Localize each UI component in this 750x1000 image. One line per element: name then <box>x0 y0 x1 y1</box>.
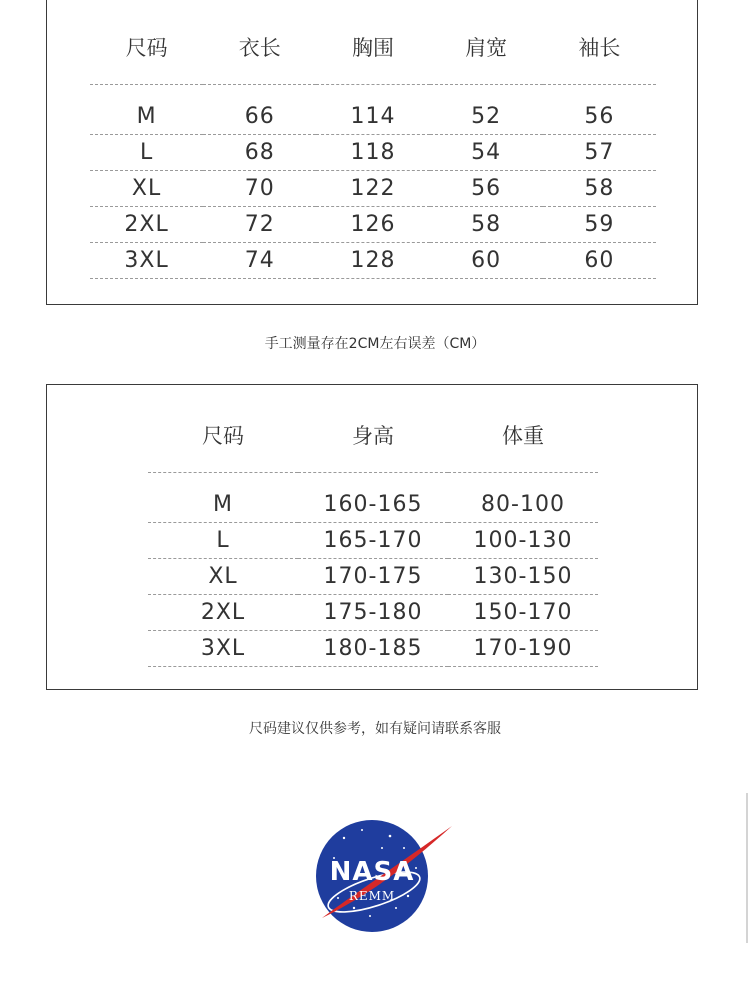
cell-shoulder: 54 <box>430 135 543 171</box>
cell-size: 2XL <box>90 207 203 243</box>
cell-height: 170-175 <box>298 559 448 595</box>
header-size: 尺码 <box>90 10 203 85</box>
cell-length: 72 <box>203 207 316 243</box>
cell-weight: 80-100 <box>448 487 598 523</box>
cell-chest: 122 <box>316 171 429 207</box>
cell-chest: 118 <box>316 135 429 171</box>
cell-shoulder: 52 <box>430 99 543 135</box>
cell-height: 175-180 <box>298 595 448 631</box>
cell-length: 66 <box>203 99 316 135</box>
cell-weight: 150-170 <box>448 595 598 631</box>
table-row <box>90 207 656 243</box>
cell-shoulder: 58 <box>430 207 543 243</box>
cell-size: 3XL <box>148 631 298 667</box>
table-row <box>90 99 656 135</box>
cell-shoulder: 60 <box>430 243 543 279</box>
table-row <box>90 135 656 171</box>
cell-shoulder: 56 <box>430 171 543 207</box>
logo-subtext: REMM <box>348 889 396 903</box>
cell-height: 160-165 <box>298 487 448 523</box>
cell-chest: 126 <box>316 207 429 243</box>
table-row <box>148 523 598 559</box>
table-row <box>148 595 598 631</box>
cell-size: M <box>90 99 203 135</box>
logo-graphic <box>304 808 454 948</box>
table-row <box>148 559 598 595</box>
edge-divider <box>746 793 748 943</box>
header-weight: 体重 <box>448 398 598 473</box>
header-size: 尺码 <box>148 398 298 473</box>
cell-weight: 130-150 <box>448 559 598 595</box>
table-spacer <box>90 85 656 100</box>
header-shoulder: 肩宽 <box>430 10 543 85</box>
fit-chart-table <box>148 398 598 667</box>
table-spacer <box>148 473 598 488</box>
cell-chest: 114 <box>316 99 429 135</box>
table-row <box>90 243 656 279</box>
table-row <box>148 487 598 523</box>
header-length: 衣长 <box>203 10 316 85</box>
cell-weight: 170-190 <box>448 631 598 667</box>
header-sleeve: 袖长 <box>543 10 656 85</box>
cell-sleeve: 57 <box>543 135 656 171</box>
nasa-meatball-logo-icon <box>304 808 454 948</box>
cell-size: M <box>148 487 298 523</box>
cell-size: L <box>90 135 203 171</box>
cell-sleeve: 58 <box>543 171 656 207</box>
cell-sleeve: 59 <box>543 207 656 243</box>
table-row <box>148 631 598 667</box>
cell-size: L <box>148 523 298 559</box>
table-row <box>90 171 656 207</box>
cell-chest: 128 <box>316 243 429 279</box>
size-chart-table <box>90 10 656 279</box>
header-height: 身高 <box>298 398 448 473</box>
cell-length: 70 <box>203 171 316 207</box>
cell-size: XL <box>148 559 298 595</box>
measurement-note: 手工测量存在2CM左右误差（CM） <box>264 336 486 352</box>
cell-size: XL <box>90 171 203 207</box>
logo-wordmark: NASA <box>329 857 415 887</box>
cell-sleeve: 56 <box>543 99 656 135</box>
header-chest: 胸围 <box>316 10 429 85</box>
cell-weight: 100-130 <box>448 523 598 559</box>
table-header-row <box>148 398 598 473</box>
cell-length: 74 <box>203 243 316 279</box>
cell-height: 165-170 <box>298 523 448 559</box>
cell-size: 3XL <box>90 243 203 279</box>
size-advice-note: 尺码建议仅供参考，如有疑问请联系客服 <box>249 721 501 737</box>
cell-size: 2XL <box>148 595 298 631</box>
cell-height: 180-185 <box>298 631 448 667</box>
table-header-row <box>90 10 656 85</box>
cell-sleeve: 60 <box>543 243 656 279</box>
cell-length: 68 <box>203 135 316 171</box>
